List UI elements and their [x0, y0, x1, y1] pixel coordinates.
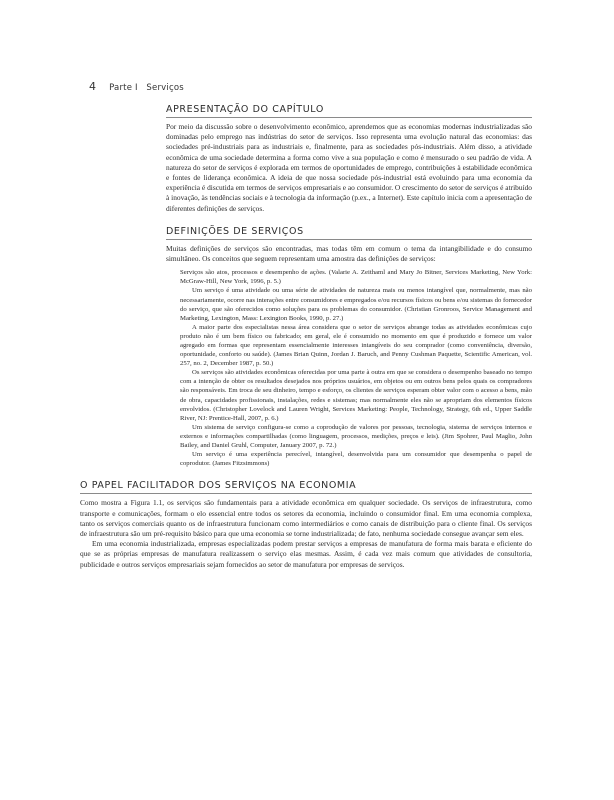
definition-quote: Um serviço é uma experiência perecível, intangível, desenvolvida para um consumidor que desempenha o papel de coprodutor. (James Fitzsimmons) [180, 451, 532, 468]
paragraph: Como mostra a Figura 1.1, os serviços são fundamentais para a atividade econômica em qualquer sociedade. Os serviços de infraestrutura, como transporte e comunicações, formam o elo essencial entre todos os setores da economia, incluindo o consumidor final. Em uma economia complexa, tanto os serviços comerciais quanto os de infraestrutura funcionam como intermediários e como canais de distribuição para o cliente final. Os serviços de infraestrutura são um pré-requisito básico para que uma economia se torne industrializada; de fato, nenhuma sociedade consegue avançar sem eles. [80, 498, 532, 538]
definitions-quote-block [180, 268, 532, 468]
section-heading: DEFINIÇÕES DE SERVIÇOS [166, 226, 532, 240]
definition-quote: Os serviços são atividades econômicas oferecidas por uma parte à outra em que se considera o desempenho baseado no tempo com a intenção de obter os resultados desejados nos próprios usuários, em objetos ou em outros bens pelos quais os compradores são responsáveis. Em troca de seu dinheiro, tempo e esforço, os clientes de serviços esperam obter valor com o acesso a bens, mão de obra, capacidades profissionais, instalações, redes e sistemas; mas normalmente eles não se apropriam dos elementos físicos envolvidos. (Christopher Lovelock and Lauren Wright, Services Marketing: People, Technology, Strategy, 6th ed., Upper Saddle River, NJ: Prentice-Hall, 2007, p. 6.) [180, 369, 532, 422]
page-number: 4 [89, 80, 97, 93]
section-body [80, 498, 532, 569]
running-head [89, 80, 184, 93]
page-content [80, 104, 532, 570]
paragraph: Muitas definições de serviços são encontradas, mas todas têm em comum o tema da intangibilidade e do consumo simultâneo. Os conceitos que seguem representam uma amostra das definições de serviços: [166, 243, 532, 264]
definition-quote: Serviços são atos, processos e desempenho de ações. (Valarie A. Zeithaml and Mary Jo Bitner, Services Marketing, New York: McGraw-Hill, New York, 1996, p. 5.) [180, 269, 532, 286]
paragraph: Em uma economia industrializada, empresas especializadas podem prestar serviços a empresas de manufatura de forma mais barata e eficiente do que se as próprias empresas de manufatura realizassem o serviço elas mesmas. Assim, é cada vez mais comum que atividades de consultoria, publicidade e outros serviços empresariais sejam fornecidos ao setor de manufatura por empresas de serviços. [80, 539, 532, 569]
section-heading: O PAPEL FACILITADOR DOS SERVIÇOS NA ECONOMIA [80, 480, 532, 494]
section-definitions [166, 226, 532, 468]
section-chapter-intro [166, 104, 532, 214]
paragraph: Por meio da discussão sobre o desenvolvimento econômico, aprendemos que as economias modernas industrializadas são dominadas pelo emprego nas indústrias do setor de serviços. Isso representa uma evolução natural das economias: das sociedades pré-industriais para as industriais e, finalmente, para as sociedades pós-industriais. Além disso, a atividade econômica de uma sociedade determina a forma como vive a sua população e como é mensurado o seu padrão de vida. A natureza do setor de serviços é explorada em termos de oportunidades de emprego, contribuições à estabilidade econômica e fontes de liderança econômica. A ideia de que nossa sociedade pós-industrial está evoluindo para uma economia da experiência é discutida em termos de serviços empresariais e ao consumidor. O crescimento do setor de serviços é atribuído à inovação, às tendências sociais e à tecnologia da informação (p.ex., a Internet). Este capítulo inicia com a apresentação de diferentes definições de serviços. [166, 122, 532, 213]
definition-quote: A maior parte dos especialistas nessa área considera que o setor de serviços abrange todas as atividades econômicas cujo produto não é um bem físico ou fabricado; em geral, ele é consumido no momento em que é produzido e fornece um valor agregado em formas que representam essencialmente interesses intangíveis do seu comprador (como conveniência, diversão, oportunidade, conforto ou saúde). (James Brian Quinn, Jordan J. Baruch, and Penny Cushman Paquette, Scientific American, vol. 257, no. 2, December 1987, p. 50.) [180, 323, 532, 368]
definition-quote: Um sistema de serviço configura-se como a coprodução de valores por pessoas, tecnologia, sistema de serviços internos e externos e informações compartilhadas (como linguagem, processos, medições, preços e leis). (Jim Spohrer, Paul Maglio, John Bailey, and Daniel Gruhl, Computer, January 2007, p. 72.) [180, 423, 532, 450]
definition-quote: Um serviço é uma atividade ou uma série de atividades de natureza mais ou menos intangível que, normalmente, mas não necessariamente, ocorre nas interações entre consumidores e empregados e/ou recursos físicos ou bens e/ou sistemas do fornecedor do serviço, que são oferecidos como soluções para os problemas do consumidor. (Christian Gronroos, Service Management and Marketing, Lexington, Mass: Lexington Books, 1990, p. 27.) [180, 287, 532, 322]
section-heading: APRESENTAÇÃO DO CAPÍTULO [166, 104, 532, 118]
running-head-label: Parte I Serviços [109, 83, 184, 93]
section-facilitating-role [80, 480, 532, 569]
